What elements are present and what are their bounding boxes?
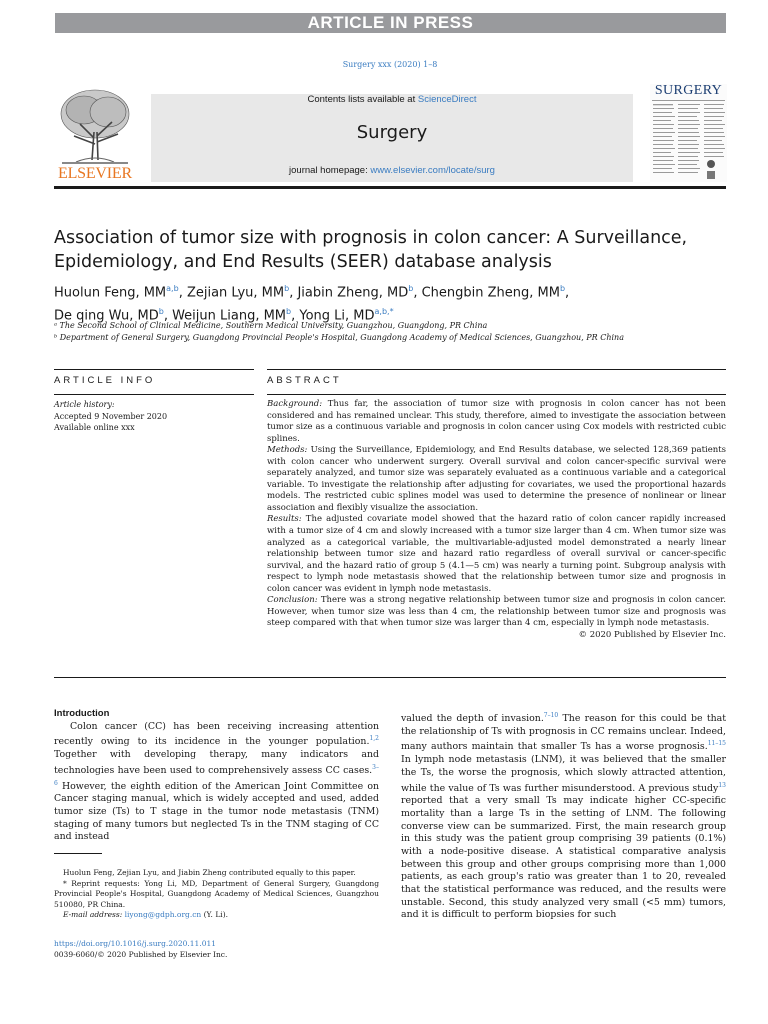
article-info-heading: ARTICLE INFO [54,375,156,386]
body-right-column [401,710,726,922]
author-name: Weijun Liang, MM [172,308,287,324]
results-text: The adjusted covariate model showed that the hazard ratio of colon cancer rapidly increased with a tumor size of 4 cm and slowly increased with a tumor size larger than 4 cm. When tumor size was analyzed as a categorical variable, the multivariable-adjusted model demonstrated a nearly linear relationship between tumor size and hazard ratio regardless of overall survival or cancer-specific survival, and the hazard ratio of group 5 (4.1—5 cm) was nearly a turning point. Subgroup analysis with respect to lymph node metastasis showed that the relationship between tumor size and prognosis in colon cancer was evident in lymph node metastasis. [267,514,726,594]
email-note [54,910,379,921]
intro-text: However, the eighth edition of the American Joint Committee on Cancer staging manual, which is widely accepted and used, added tumor size (Ts) to T stage in the tumor node metastasis (TNM) staging of many tumors but neglected Ts in the TNM staging of CC and instead [54,780,379,843]
background-text: Thus far, the association of tumor size with prognosis in colon cancer has not been considered and has remained unclear. This study, therefore, aimed to investigate the association between tumor size as a continuous variable and prognosis in colon cancer using Cox models with restricted cubic splines. [267,399,726,444]
author-affiliation-ref[interactable]: b [158,307,164,317]
equal-contribution-note: Huolun Feng, Zejian Lyu, and Jiabin Zheng contributed equally to this paper. [63,868,356,877]
affiliation-a: ᵃ The Second School of Clinical Medicine, Southern Medical University, Guangzhou, Guangdong, PR China [54,321,488,330]
author-name: Chengbin Zheng, MM [421,285,560,301]
footnote-rule [54,853,102,854]
elsevier-wordmark: ELSEVIER [58,165,132,182]
abstract-sub-rule [267,394,726,395]
abstract-top-rule [267,369,726,370]
methods-text: Using the Surveillance, Epidemiology, and End Results database, we selected 128,369 patients with colon cancer who underwent surgery. Overall survival and colon cancer-specific survival were separately analyzed, and tumor size was separately evaluated as a continuous variable and a categorical variable. To investigate the relationship after adjusting for covariates, we used the proportional hazards models. The restricted cubic splines model was used to determine the presence of nonlinear or linear association and flexibly visualize the association. [267,445,727,513]
background-label: Background: [267,399,323,409]
abstract-bottom-rule [54,677,726,678]
author-name: Zejian Lyu, MM [186,285,285,301]
author-affiliation-ref[interactable]: b [286,307,292,317]
body-left-column [54,708,379,844]
abstract-body [267,399,726,641]
author-separator: , [163,308,173,324]
author-separator: , [565,285,570,301]
journal-title: Surgery [356,122,428,143]
article-info-top-rule [54,369,254,370]
reference-link[interactable]: 3–6 [54,763,379,787]
doi-link[interactable]: https://doi.org/10.1016/j.surg.2020.11.011 [54,939,217,948]
intro-paragraph-1 [54,721,379,844]
header-rule [54,186,726,189]
intro-text: reported that a very small Ts may indicate higher CC-specific mortality than a large Ts in the setting of LNM. The following converse view can be summarized. First, the main research group in this study was the patient group comprising 39 patients (0.1%) with a node-positive disease. A statistical comparative analysis between this group and other groups comprising more than 1,000 patients, as each group's ratio was greater than 1 to 20, revealed that the statistical performance was reduced, and the results were unstable. Second, this study analyzed very small (<5 mm) tumors, and it is difficult to perform biopsies for such [401,795,726,921]
methods-label: Methods: [267,445,308,456]
reference-link[interactable]: 7–10 [543,712,559,719]
author-name: De qing Wu, MD [54,308,159,324]
intro-text: Together with developing therapy, many indicators and technologies have been used to comprehensively assess CC cases. [54,749,379,776]
author-affiliation-ref[interactable]: b [284,284,290,293]
journal-cover-thumbnail [650,84,727,182]
author-separator: , [413,285,422,301]
abstract-heading: ABSTRACT [267,375,342,386]
intro-text: Colon cancer (CC) has been receiving increasing attention recently owing to its incidence in the younger population. [54,720,379,748]
results-label: Results: [267,514,302,525]
cover-text-pattern [650,84,727,182]
footnotes [54,868,379,921]
author-separator: , [291,308,300,324]
author-name: Jiabin Zheng, MD [297,285,409,301]
author-affiliation-ref[interactable]: a,b [166,284,179,293]
journal-homepage-link[interactable]: www.elsevier.com/locate/surg [370,165,495,176]
introduction-heading: Introduction [54,708,110,719]
email-link[interactable]: liyong@gdph.org.cn [124,910,202,919]
author-separator: , [289,285,298,301]
homepage-prefix: journal homepage: [289,165,371,176]
article-title: Association of tumor size with prognosis in colon cancer: A Surveillance, Epidemiology, and End Results (SEER) database analysis [54,228,688,272]
sciencedirect-link[interactable]: ScienceDirect [417,94,477,105]
journal-homepage-line [151,165,633,176]
author-separator: , [178,285,187,301]
intro-text: valued the depth of invasion. [401,713,544,725]
article-info-sub-rule [54,394,254,395]
cover-title: SURGERY [654,83,723,98]
online-date: Available online xxx [54,423,135,432]
journal-citation[interactable]: Surgery xxx (2020) 1–8 [342,60,438,69]
author-affiliation-ref[interactable]: a,b,* [374,307,394,317]
email-label: E-mail address: [63,910,125,919]
contents-line [151,94,633,105]
accepted-date: Accepted 9 November 2020 [54,411,168,421]
author-affiliation-ref[interactable]: b [559,284,566,293]
doi-block [54,939,227,960]
author-affiliation-ref[interactable]: b [408,284,414,293]
contents-prefix: Contents lists available at [307,94,418,105]
reference-link[interactable]: 1,2 [369,735,379,743]
author-name: Huolun Feng, MM [54,285,167,301]
issn-line: 0039-6060/© 2020 Published by Elsevier Inc. [54,949,228,959]
reference-link[interactable]: 13 [718,781,726,789]
reprint-requests-note: * Reprint requests: Yong Li, MD, Department of General Surgery, Guangdong Provincial People's Hospital, Guangdong Academy of Medical Sciences, Guangzhou 510080, PR China. [54,878,379,909]
intro-text: The reason for this could be that the relationship of Ts with prognosis in CC remains unclear. Indeed, many authors maintain that smaller Ts has a worse prognosis. [401,713,726,753]
email-suffix: (Y. Li). [201,910,229,919]
article-in-press-banner: ARTICLE IN PRESS [55,13,726,33]
conclusion-text: There was a strong negative relationship between tumor size and prognosis in colon cancer. However, when tumor size was less than 4 cm, the relationship between tumor size and prognosis was steep compared with that when tumor size was larger than 4 cm, especially in lymph node metastasis. [267,595,726,629]
intro-paragraph-1-continued [401,710,726,922]
abstract-copyright: © 2020 Published by Elsevier Inc. [578,629,726,640]
intro-text: In lymph node metastasis (LNM), it was believed that the smaller the Ts, the worse the prognosis, which slowly attracted attention, while the value of Ts was further misunderstood. A previous study [401,754,726,794]
author-name: Yong Li, MD [299,308,375,324]
history-label: Article history: [54,400,115,409]
article-history [54,399,254,434]
reference-link[interactable]: 11–15 [707,740,726,748]
affiliation-b: ᵇ Department of General Surgery, Guangdong Provincial People's Hospital, Guangdong Academy of Medical Sciences, Guangzhou, PR China [54,333,624,342]
author-list [54,279,726,326]
conclusion-label: Conclusion: [267,595,318,606]
